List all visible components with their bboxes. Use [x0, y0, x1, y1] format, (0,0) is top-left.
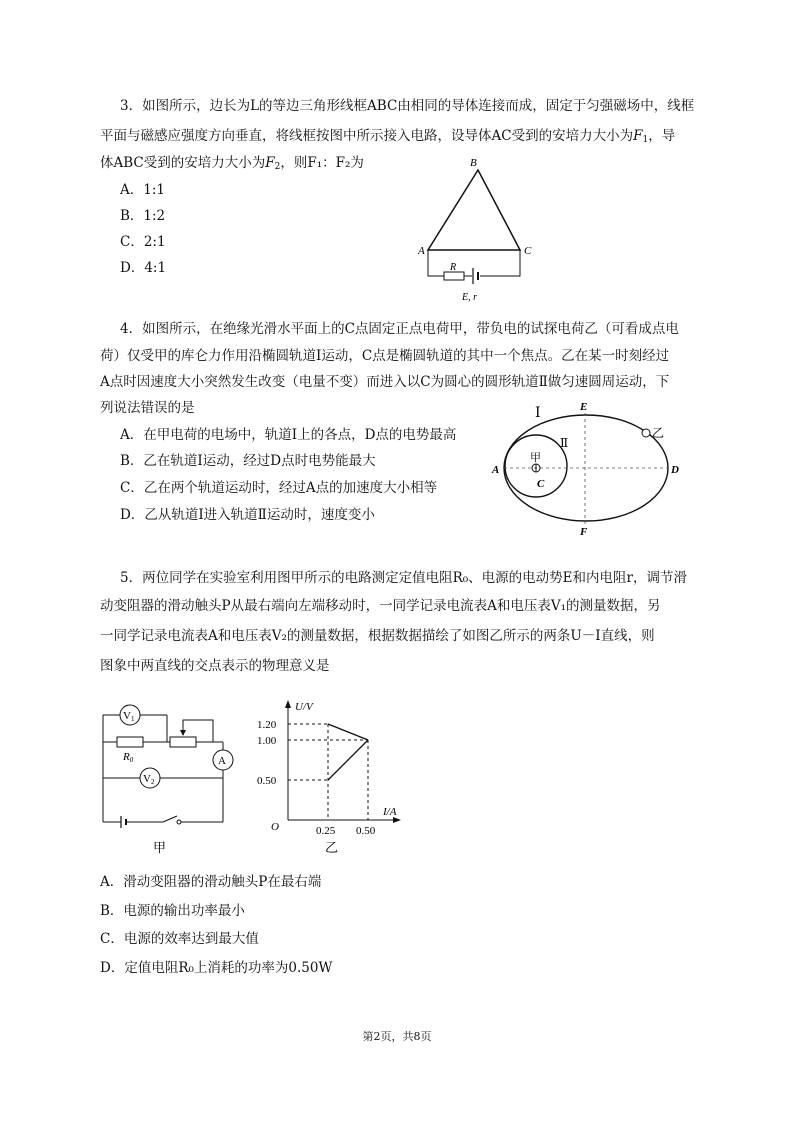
q3-option-b: B．1:2: [120, 208, 166, 224]
switch-contact: [177, 820, 181, 824]
q4-orbit-figure: [480, 395, 690, 545]
series-line-1: [328, 724, 368, 740]
q4-option-c: C．乙在两个轨道运动时，经过A点的加速度大小相等: [120, 480, 438, 496]
data-lines: [288, 724, 368, 820]
q5-line-1: 5．两位同学在实验室利用图甲所示的电路测定定值电阻R₀、电源的电动势E和内电阻r，调节滑: [120, 570, 687, 586]
label-orbit-ii: Ⅱ: [560, 436, 569, 450]
label-e-r: E, r: [462, 292, 477, 303]
q3-option-a: A．1:1: [120, 182, 165, 198]
q4-line-3: A点时因速度大小突然发生改变（电量不变）而进入以C为圆心的圆形轨道Ⅱ做匀速圆周运动，下: [100, 374, 670, 390]
q3-line-3: 体ABC受到的安培力大小为$F_2$，则F₁：F₂为: [100, 155, 364, 172]
q4-line-1: 4．如图所示，在绝缘光滑水平面上的C点固定正点电荷甲，带负电的试探电荷乙（可看成点电: [120, 321, 679, 337]
resistor-r0: [117, 737, 143, 747]
y-tick-1: 1.00: [257, 735, 277, 747]
q4-line-4: 列说法错误的是: [100, 400, 195, 416]
rheostat: [170, 737, 196, 747]
resistor-r: [444, 272, 464, 280]
svg-text:V2: V2: [143, 773, 155, 786]
q5-ui-graph: [255, 690, 415, 860]
svg-text:A: A: [218, 755, 226, 767]
origin-label: O: [271, 821, 279, 833]
caption-jia: 甲: [153, 840, 167, 855]
q4-option-b: B．乙在轨道Ⅰ运动，经过D点时电势能最大: [120, 453, 376, 469]
triangle-frame: [428, 170, 520, 250]
q5-line-4: 图象中两直线的交点表示的物理意义是: [100, 658, 330, 674]
label-yi: 乙: [652, 426, 665, 440]
q5-line-3: 一同学记录电流表A和电压表V₂的测量数据，根据数据描绘了如图乙所示的两条U－I直线，则: [100, 628, 655, 644]
q5-option-b: B．电源的输出功率最小: [100, 903, 245, 919]
y-tick-2: 0.50: [257, 775, 277, 787]
charge-yi-marker: [642, 429, 650, 437]
q3-triangle-figure: [410, 150, 560, 310]
label-c: C: [524, 245, 532, 257]
label-r: R: [450, 262, 457, 273]
y-axis-label: U/V: [295, 701, 313, 713]
q4-option-a: A．在甲电荷的电场中，轨道Ⅰ上的各点，D点的电势最高: [120, 427, 457, 443]
page-footer: 第2页，共8页: [362, 1030, 432, 1043]
series-line-2: [328, 740, 368, 780]
svg-text:V1: V1: [123, 710, 135, 723]
q3-option-c: C．2:1: [120, 234, 166, 250]
label-f: F: [580, 526, 588, 538]
q5-circuit-jia: [95, 700, 245, 860]
slider-arrow: [180, 730, 186, 736]
q4-option-d: D．乙从轨道Ⅰ进入轨道Ⅱ运动时，速度变小: [120, 507, 375, 523]
q3-line-1: 3．如图所示，边长为L的等边三角形线框ABC由相同的导体连接而成，固定于匀强磁场中，线框: [120, 98, 695, 114]
q3-line-2: 平面与磁感应强度方向垂直，将线框按图中所示接入电路，设导体AC受到的安培力大小为$F_1$，导: [100, 128, 676, 145]
label-orbit-i: Ⅰ: [535, 406, 541, 421]
switch-lever: [163, 816, 177, 822]
x-tick-0: 0.25: [316, 825, 336, 837]
label-b: B: [470, 157, 477, 169]
x-tick-1: 0.50: [356, 825, 376, 837]
q5-line-2: 动变阻器的滑动触头P从最右端向左端移动时，一同学记录电流表A和电压表V₁的测量数据，另: [100, 598, 661, 614]
q4-line-2: 荷）仅受甲的库仑力作用沿椭圆轨道Ⅰ运动，C点是椭圆轨道的其中一个焦点。乙在某一时刻经过: [100, 348, 670, 364]
x-axis-label: I/A: [383, 806, 397, 818]
label-e: E: [580, 401, 588, 413]
label-c: C: [537, 478, 545, 490]
label-a: A: [418, 245, 425, 257]
y-tick-0: 1.20: [257, 719, 277, 731]
tick-labels: [257, 719, 376, 837]
q5-option-d: D．定值电阻R₀上消耗的功率为0.50W: [100, 960, 333, 976]
caption-yi: 乙: [325, 840, 339, 855]
q5-option-c: C．电源的效率达到最大值: [100, 931, 259, 947]
q5-option-a: A．滑动变阻器的滑动触头P在最右端: [100, 874, 322, 890]
label-jia: 甲: [530, 452, 541, 464]
label-d: D: [671, 464, 679, 476]
svg-text:R0: R0: [123, 751, 134, 764]
label-a: A: [492, 464, 500, 476]
q3-option-d: D．4:1: [120, 260, 167, 276]
